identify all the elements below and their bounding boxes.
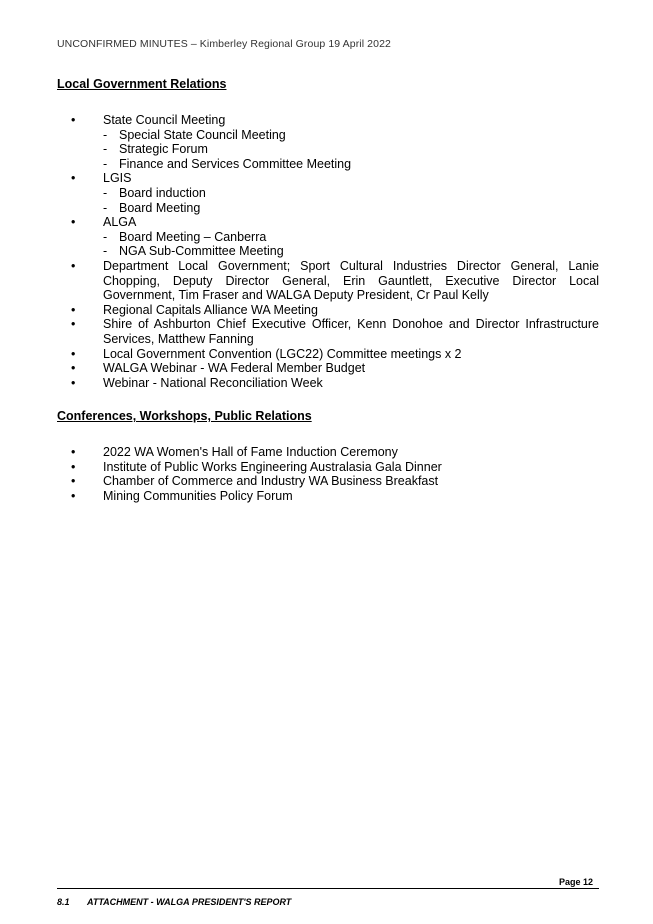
dash-icon: - bbox=[103, 185, 108, 200]
sub-list bbox=[103, 186, 599, 215]
dash-icon: - bbox=[103, 142, 108, 157]
bullet-icon: • bbox=[71, 474, 76, 489]
sub-list bbox=[103, 128, 599, 172]
list-item bbox=[57, 489, 599, 504]
footer-item-number: 8.1 bbox=[57, 897, 70, 907]
section-title-conferences: Conferences, Workshops, Public Relations bbox=[57, 409, 312, 423]
list-item bbox=[57, 113, 599, 171]
sub-list-item-text: Board induction bbox=[119, 185, 206, 200]
bullet-icon: • bbox=[71, 113, 76, 127]
list-item bbox=[57, 215, 599, 259]
bullet-icon: • bbox=[71, 445, 76, 459]
list-item bbox=[57, 171, 599, 215]
list-item-text: Chamber of Commerce and Industry WA Business Breakfast bbox=[103, 474, 439, 489]
bullet-icon: • bbox=[71, 215, 76, 230]
bullet-icon: • bbox=[71, 317, 76, 332]
conferences-list bbox=[57, 445, 599, 503]
bullet-icon: • bbox=[71, 302, 76, 317]
sub-list-item-text: Special State Council Meeting bbox=[119, 127, 286, 142]
list-item-text: Mining Communities Policy Forum bbox=[103, 488, 293, 503]
sub-list-item-text: NGA Sub-Committee Meeting bbox=[119, 244, 284, 259]
local-government-relations-list bbox=[57, 113, 599, 390]
page-number: Page 12 bbox=[558, 877, 593, 887]
dash-icon: - bbox=[103, 156, 108, 171]
dash-icon: - bbox=[103, 229, 108, 244]
sub-list-item bbox=[103, 186, 599, 201]
list-item bbox=[57, 361, 599, 376]
list-item-text: Institute of Public Works Engineering Australasia Gala Dinner bbox=[103, 459, 442, 474]
list-item-text: WALGA Webinar - WA Federal Member Budget bbox=[103, 361, 366, 376]
list-item bbox=[57, 303, 599, 318]
sub-list-item bbox=[103, 128, 599, 143]
bullet-icon: • bbox=[71, 459, 76, 474]
list-item-text: Webinar - National Reconciliation Week bbox=[103, 375, 323, 390]
sub-list-item-text: Strategic Forum bbox=[119, 142, 208, 157]
bullet-icon: • bbox=[71, 375, 76, 390]
bullet-icon: • bbox=[71, 361, 76, 376]
list-item-text: ALGA bbox=[103, 215, 137, 230]
bullet-icon: • bbox=[71, 346, 76, 361]
bullet-icon: • bbox=[71, 171, 76, 186]
page-header: UNCONFIRMED MINUTES – Kimberley Regional Group 19 April 2022 bbox=[57, 38, 391, 50]
list-item bbox=[57, 317, 599, 346]
list-item bbox=[57, 259, 599, 303]
sub-list-item-text: Board Meeting – Canberra bbox=[119, 229, 267, 244]
bullet-icon: • bbox=[71, 258, 76, 273]
dash-icon: - bbox=[103, 200, 108, 215]
sub-list-item bbox=[103, 230, 599, 245]
list-item bbox=[57, 474, 599, 489]
list-item bbox=[57, 347, 599, 362]
sub-list-item-text: Finance and Services Committee Meeting bbox=[119, 156, 352, 171]
dash-icon: - bbox=[103, 244, 108, 259]
list-item-text: State Council Meeting bbox=[103, 113, 226, 127]
sub-list-item bbox=[103, 201, 599, 216]
list-item bbox=[57, 460, 599, 475]
list-item-text: 2022 WA Women's Hall of Fame Induction Ceremony bbox=[103, 445, 398, 459]
footer-attachment-label: ATTACHMENT - WALGA PRESIDENT'S REPORT bbox=[87, 897, 292, 907]
list-item-text: Regional Capitals Alliance WA Meeting bbox=[103, 302, 318, 317]
list-item-text: Department Local Government; Sport Cultural Industries Director General, Lanie Chopping, Deputy Director General, Erin Gauntlett, Executive Director Local Government, Tim Fraser and WALGA Deputy President, Cr Paul Kelly bbox=[103, 258, 599, 303]
sub-list-item-text: Board Meeting bbox=[119, 200, 201, 215]
sub-list-item bbox=[103, 157, 599, 172]
dash-icon: - bbox=[103, 127, 108, 142]
sub-list-item bbox=[103, 142, 599, 157]
sub-list bbox=[103, 230, 599, 259]
list-item bbox=[57, 445, 599, 460]
section-title-local-government-relations: Local Government Relations bbox=[57, 77, 227, 91]
sub-list-item bbox=[103, 244, 599, 259]
list-item-text: Shire of Ashburton Chief Executive Officer, Kenn Donohoe and Director Infrastructure Services, Matthew Fanning bbox=[103, 317, 599, 346]
footer-divider bbox=[57, 888, 599, 889]
list-item-text: Local Government Convention (LGC22) Committee meetings x 2 bbox=[103, 346, 462, 361]
list-item bbox=[57, 376, 599, 391]
bullet-icon: • bbox=[71, 488, 76, 503]
list-item-text: LGIS bbox=[103, 171, 132, 186]
